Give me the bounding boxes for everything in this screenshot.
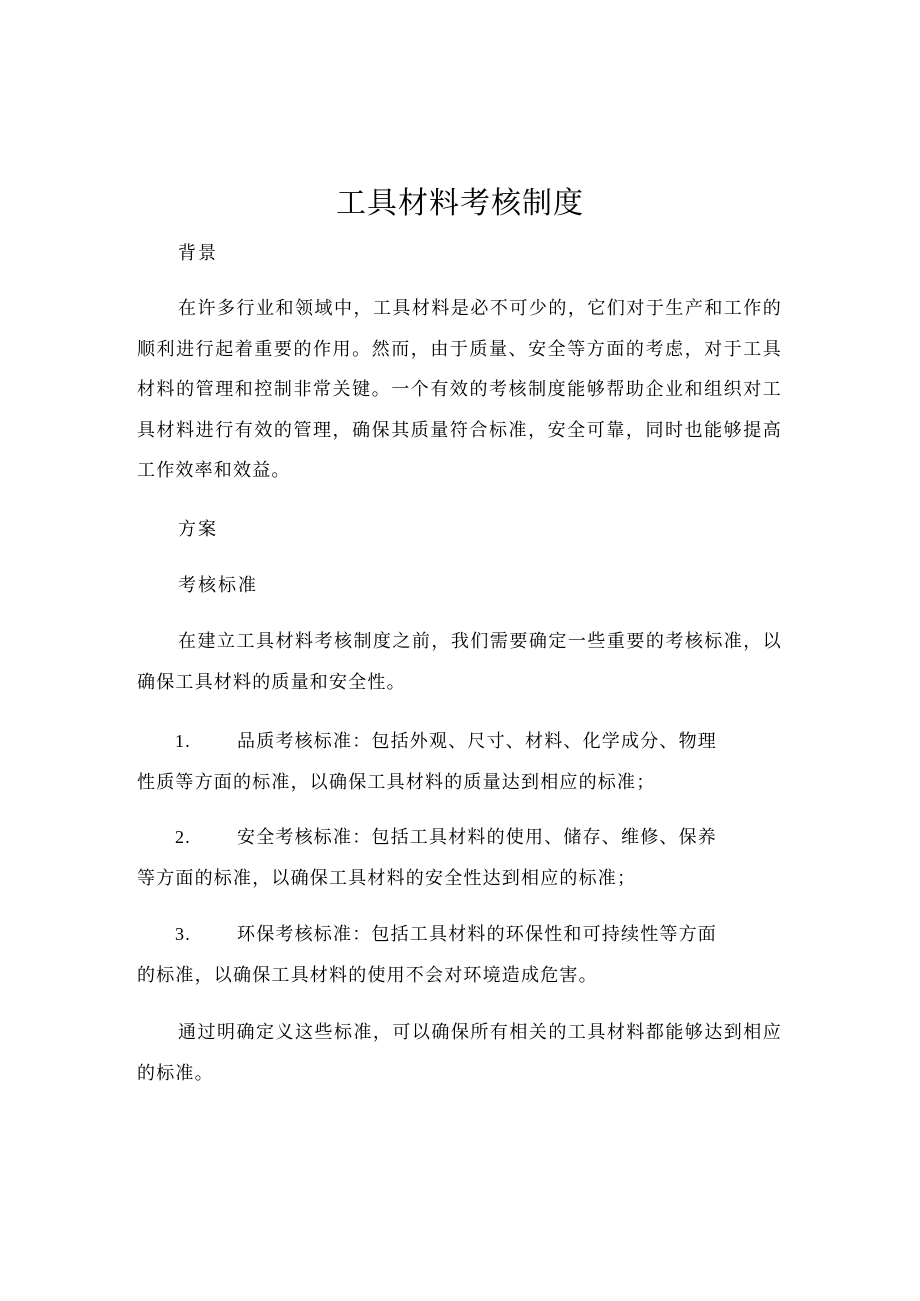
list-item-number: 3. bbox=[175, 924, 191, 944]
list-item-text: 安全考核标准：包括工具材料的使用、储存、维修、保养 bbox=[237, 827, 717, 848]
list-item-number: 1. bbox=[175, 731, 191, 751]
list-item-text: 品质考核标准：包括外观、尺寸、材料、化学成分、物理 bbox=[237, 731, 717, 752]
list-item-text: 环保考核标准：包括工具材料的环保性和可持续性等方面 bbox=[237, 924, 717, 945]
conclusion-paragraph: 通过明确定义这些标准，可以确保所有相关的工具材料都能够达到相应的标准。 bbox=[137, 1022, 782, 1084]
list-item-text-continued: 性质等方面的标准，以确保工具材料的质量达到相应的标准； bbox=[137, 772, 656, 793]
list-item-text-continued: 等方面的标准，以确保工具材料的安全性达到相应的标准； bbox=[137, 868, 637, 889]
background-paragraph: 在许多行业和领域中，工具材料是必不可少的，它们对于生产和工作的顺利进行起着重要的作用。然而，由于质量、安全等方面的考虑，对于工具材料的管理和控制非常关键。一个有效的考核制度能够帮助企业和组织对工具材料进行有效的管理，确保其质量符合标准，安全可靠，同时也能够提高工作效率和效益。 bbox=[137, 298, 782, 481]
section-heading-background: 背景 bbox=[178, 243, 218, 264]
list-item-text-continued: 的标准，以确保工具材料的使用不会对环境造成危害。 bbox=[137, 965, 598, 986]
list-item-number: 2. bbox=[175, 827, 191, 847]
criteria-intro-paragraph: 在建立工具材料考核制度之前，我们需要确定一些重要的考核标准，以确保工具材料的质量和安全性。 bbox=[137, 631, 782, 693]
document-title: 工具材料考核制度 bbox=[336, 186, 584, 221]
list-item bbox=[137, 817, 757, 899]
section-heading-plan: 方案 bbox=[178, 519, 218, 540]
section-heading-criteria: 考核标准 bbox=[178, 575, 258, 596]
list-item bbox=[137, 721, 757, 803]
list-item bbox=[137, 914, 757, 996]
